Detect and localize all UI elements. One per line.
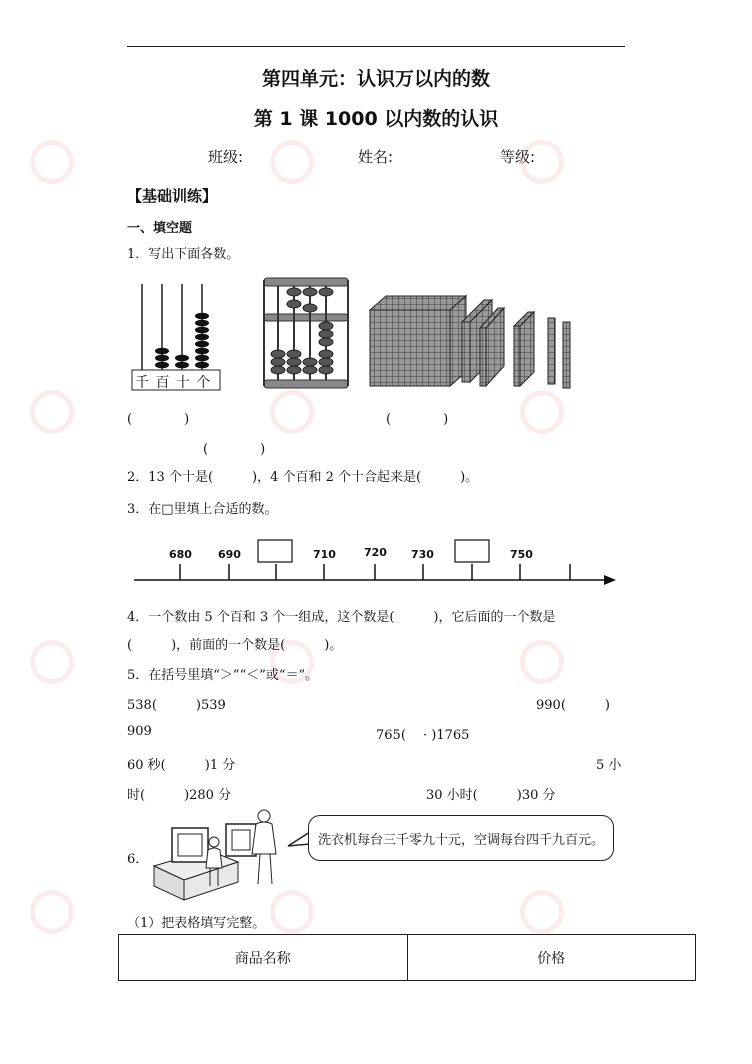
unit-title: 第四单元：认识万以内的数 — [261, 68, 490, 90]
base-ten-blocks-figure — [368, 292, 576, 392]
q5-item-a: 538( )539 — [127, 698, 226, 713]
q4-line1: 4．一个数由 5 个百和 3 个一组成，这个数是( )，它后面的一个数是 — [127, 610, 556, 625]
tick-label: 750 — [510, 548, 533, 561]
name-label: 姓名: — [358, 148, 394, 166]
shopping-scene-illustration — [148, 806, 298, 902]
tick-label: 680 — [169, 548, 192, 561]
tick-label: 690 — [218, 548, 241, 561]
q4-line2: ( )，前面的一个数是( )。 — [127, 638, 343, 653]
q5-item-e: 60 秒( )1 分 — [127, 758, 236, 773]
goods-price-table — [118, 934, 696, 981]
watermark-logo-icon — [30, 140, 74, 184]
q1-blank-a[interactable]: ( ) — [127, 412, 190, 427]
q5-item-b: 990( ) — [536, 698, 610, 713]
tick-label: 710 — [313, 548, 336, 561]
watermark-logo-icon — [270, 390, 314, 434]
part1-title: 一、填空题 — [127, 221, 193, 236]
number-line — [130, 536, 622, 590]
number-line-answer-box[interactable] — [258, 540, 292, 562]
q1-text: 1．写出下面各数。 — [127, 247, 240, 262]
q6-sub1: （1）把表格填写完整。 — [127, 916, 266, 931]
q6-number: 6． — [127, 852, 149, 867]
speech-bubble — [308, 815, 614, 861]
q5-text: 5．在括号里填“＞”“＜”或“＝”。 — [127, 668, 319, 683]
watermark-logo-icon — [520, 640, 564, 684]
class-label: 班级: — [208, 148, 244, 166]
watermark-logo-icon — [520, 390, 564, 434]
table-header-price: 价格 — [407, 935, 696, 981]
header-rule — [127, 46, 625, 47]
abacus-figure — [260, 276, 352, 392]
q2-text: 2．13 个十是( )，4 个百和 2 个十合起来是( )。 — [127, 470, 479, 485]
tick-label: 720 — [364, 546, 387, 559]
watermark-logo-icon — [270, 140, 314, 184]
watermark-logo-icon — [30, 640, 74, 684]
watermark-logo-icon — [520, 890, 564, 934]
section-title: 【基础训练】 — [127, 187, 218, 205]
q5-item-f: 5 小 — [596, 758, 622, 773]
q1-blank-c[interactable]: ( ) — [203, 442, 266, 457]
watermark-logo-icon — [30, 390, 74, 434]
q3-text: 3．在□里填上合适的数。 — [127, 502, 278, 517]
q5-item-g: 时( )280 分 — [127, 788, 232, 803]
q5-item-c: 909 — [127, 724, 152, 739]
number-line-answer-box[interactable] — [455, 540, 489, 562]
watermark-logo-icon — [30, 890, 74, 934]
abacus-place-labels: 千 百 十 个 — [135, 375, 212, 391]
speech-bubble-text: 洗衣机每台三千零九十元，空调每台四千九百元。 — [317, 832, 604, 848]
lesson-title: 第 1 课 1000 以内数的认识 — [253, 108, 499, 130]
tick-label: 730 — [411, 548, 434, 561]
q5-item-d: 765( · )1765 — [376, 728, 470, 743]
q1-blank-b[interactable]: ( ) — [386, 412, 449, 427]
grade-label: 等级: — [500, 148, 536, 166]
table-header-goods: 商品名称 — [119, 935, 408, 981]
q5-item-h: 30 小时( )30 分 — [426, 788, 556, 803]
